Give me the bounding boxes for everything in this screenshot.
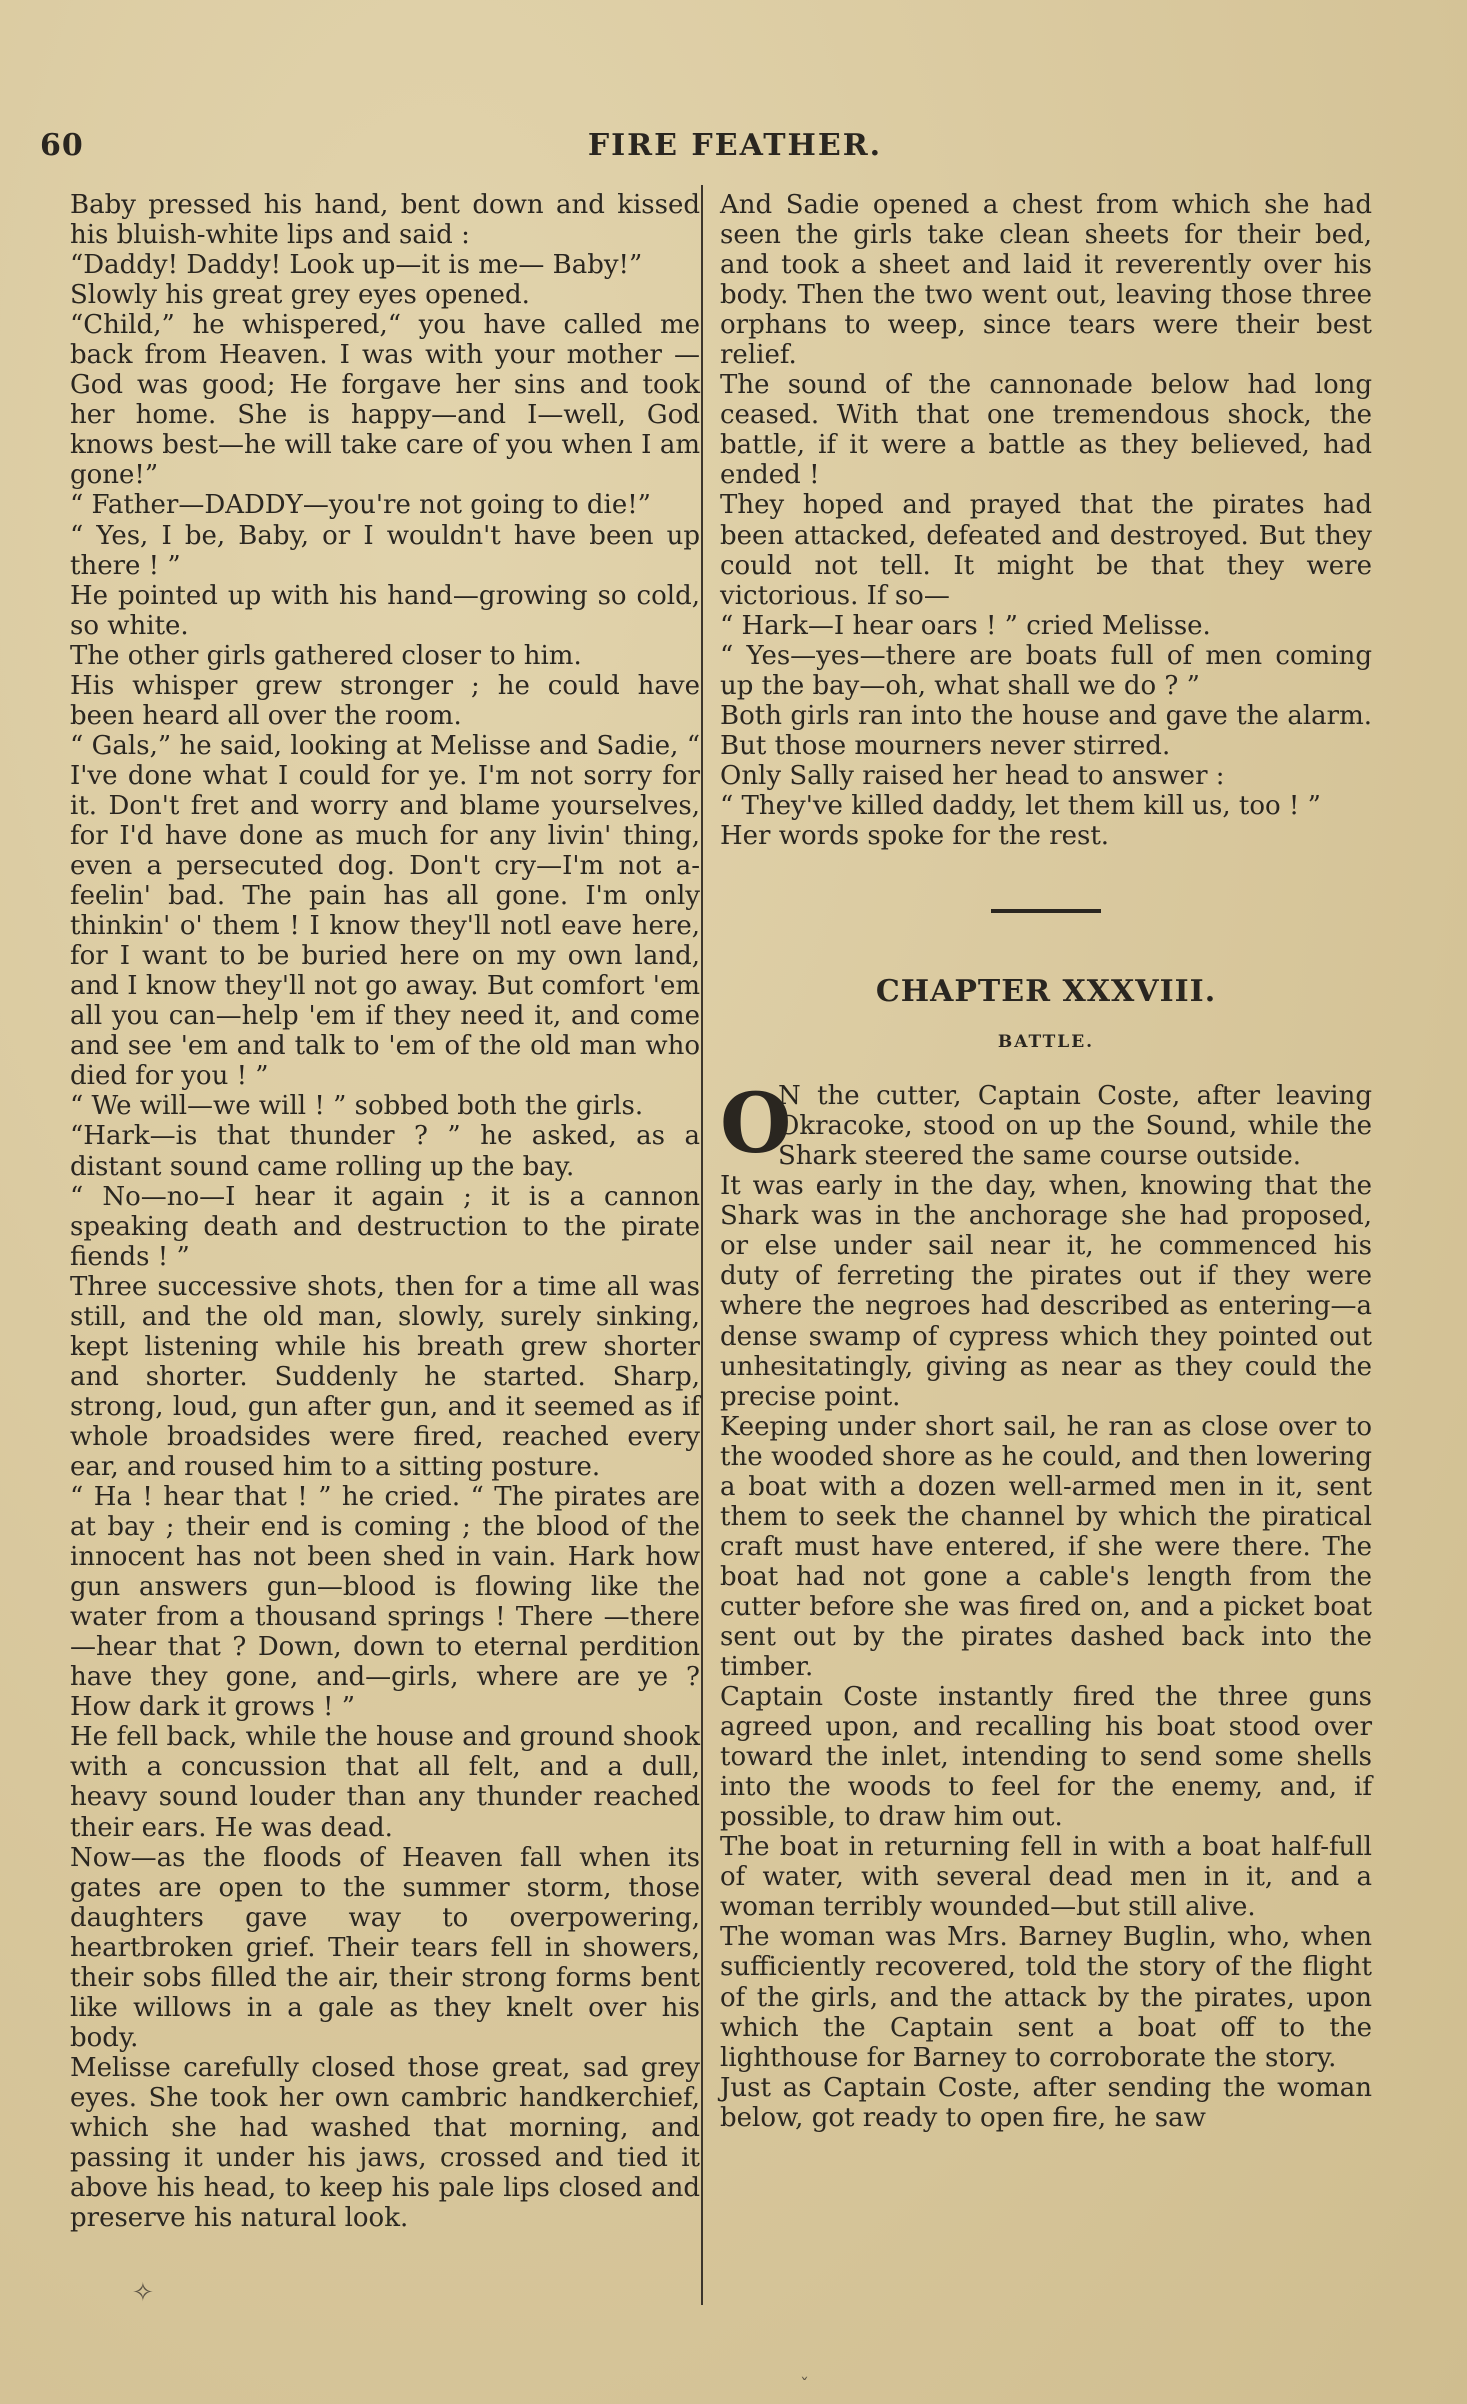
paragraph: Baby pressed his hand, bent down and kissed his bluish-white lips and said : — [70, 190, 700, 251]
page-header — [40, 128, 1430, 178]
paragraph: Her words spoke for the rest. — [720, 820, 1110, 851]
paragraph: His whisper grew stronger ; he could have been heard all over the room. — [70, 670, 700, 731]
drop-cap: O — [720, 1076, 792, 1173]
paragraph: “Daddy! Daddy! Look up—it is me— Baby!” — [70, 250, 643, 281]
paragraph: “ Yes—yes—there are boats full of men coming up the bay—oh, what shall we do ? ” — [720, 640, 1372, 701]
paragraph: Only Sally raised her head to answer : — [720, 760, 1225, 791]
paragraph: “ Father—DADDY—you're not going to die!” — [70, 490, 651, 521]
paragraph: “Child,” he whispered,“ you have called me back from Heaven. I was with your mother —God was good; He forgave her sins and took her home. She is happy—and I—well, God knows best—he will take care of you when I am gone!” — [70, 310, 700, 491]
paragraph: “ Ha ! hear that ! ” he cried. “ The pirates are at bay ; their end is coming ; the blood of the innocent has not been shed in vain. Hark how gun answers gun—blood is flowing like the water from a thousand springs ! There —there—hear that ? Down, down to eternal perdition have they gone, and—girls, where are ye ? How dark it grows ! ” — [70, 1482, 700, 1723]
chapter-opening — [720, 1076, 1372, 1173]
paragraph: Melisse carefully closed those great, sad grey eyes. She took her own cambric handkerchief, which she had washed that morning, and passing it under his jaws, crossed and tied it above his head, to keep his pale lips closed and preserve his natural look. — [70, 2052, 700, 2234]
paragraph: Just as Captain Coste, after sending the woman below, got ready to open fire, he saw — [720, 2072, 1372, 2133]
paragraph: The boat in returning fell in with a boat half-full of water, with several dead men in it, and a woman terribly wounded—but still alive. — [720, 1832, 1372, 1923]
chapter-title: CHAPTER XXXVIII. — [875, 974, 1217, 1010]
paragraph: N the cutter, Captain Coste, after leaving Okracoke, stood on up the Sound, while the Shark steered the same course outside. — [778, 1081, 1372, 1172]
paragraph: They hoped and prayed that the pirates had been attacked, defeated and destroyed. But they could not tell. It might be that they were victorious. If so— — [720, 490, 1372, 611]
paragraph: The sound of the cannonade below had long ceased. With that one tremendous shock, the battle, if it were a battle as they believed, had ended ! — [720, 370, 1372, 491]
stray-mark-icon: ˇ — [800, 2375, 809, 2396]
chapter-subtitle: BATTLE. — [997, 1032, 1095, 1053]
right-column — [720, 190, 1372, 2133]
paragraph: He fell back, while the house and ground shook with a concussion that all felt, and a dull, heavy sound louder than any thunder reached their ears. He was dead. — [70, 1722, 700, 1843]
paragraph: “Hark—is that thunder ? ” he asked, as a distant sound came rolling up the bay. — [70, 1121, 700, 1182]
paragraph: “ Yes, I be, Baby, or I wouldn't have been up there ! ” — [70, 520, 700, 581]
paragraph: The woman was Mrs. Barney Buglin, who, when sufficiently recovered, told the story of the flight of the girls, and the attack by the pirates, upon which the Captain sent a boat off to the lighthouse for Barney to corroborate the story. — [720, 1922, 1372, 2073]
paragraph: Slowly his great grey eyes opened. — [70, 280, 530, 311]
paragraph: “ No—no—I hear it again ; it is a cannon speaking death and destruction to the pirate fiends ! ” — [70, 1181, 700, 1272]
paragraph: “ They've killed daddy, let them kill us, too ! ” — [720, 790, 1321, 821]
paragraph: Keeping under short sail, he ran as close over to the wooded shore as he could, and then lowering a boat with a dozen well-armed men in it, sent them to seek the channel by which the piratical craft must have entered, if she were there. The boat had not gone a cable's length from the cutter before she was fired on, and a picket boat sent out by the pirates dashed back into the timber. — [720, 1411, 1372, 1683]
left-column — [70, 190, 700, 2233]
section-rule — [991, 909, 1101, 913]
page-number: 60 — [40, 128, 84, 163]
paragraph: Both girls ran into the house and gave the alarm. But those mourners never stirred. — [720, 700, 1372, 761]
paragraph: He pointed up with his hand—growing so cold, so white. — [70, 580, 700, 641]
paragraph: The other girls gathered closer to him. — [70, 640, 582, 671]
paragraph: It was early in the day, when, knowing that the Shark was in the anchorage she had proposed, or else under sail near it, he commenced his duty of ferreting the pirates out if they were where the negroes had described as entering—a dense swamp of cypress which they pointed out unhesitatingly, giving as near as they could the precise point. — [720, 1171, 1372, 1412]
paragraph: “ We will—we will ! ” sobbed both the girls. — [70, 1091, 644, 1122]
paragraph: “ Gals,” he said, looking at Melisse and Sadie, “ I've done what I could for ye. I'm not sorry for it. Don't fret and worry and blame yourselves, for I'd have done as much for any livin' thing, even a persecuted dog. Don't cry—I'm not a-feelin' bad. The pain has all gone. I'm only thinkin' o' them ! I know they'll notl eave here, for I want to be buried here on my own land, and I know they'll not go away. But comfort 'em all you can—help 'em if they need it, and come and see 'em and talk to 'em of the old man who died for you ! ” — [70, 730, 700, 1092]
paragraph: And Sadie opened a chest from which she had seen the girls take clean sheets for their bed, and took a sheet and laid it reverently over his body. Then the two went out, leaving those three orphans to weep, since tears were their best relief. — [720, 190, 1372, 371]
printer-ornament-icon: ✧ — [132, 2278, 154, 2308]
paragraph: Three successive shots, then for a time all was still, and the old man, slowly, surely sinking, kept listening while his breath grew shorter and shorter. Suddenly he started. Sharp, strong, loud, gun after gun, and it seemed as if whole broadsides were fired, reached every ear, and roused him to a sitting posture. — [70, 1271, 700, 1482]
paragraph: Now—as the floods of Heaven fall when its gates are open to the summer storm, those daughters gave way to overpowering, heartbroken grief. Their tears fell in showers, their sobs filled the air, their strong forms bent like willows in a gale as they knelt over his body. — [70, 1842, 700, 2053]
column-divider — [701, 185, 703, 2305]
running-title: FIRE FEATHER. — [587, 128, 883, 163]
paragraph: Captain Coste instantly fired the three guns agreed upon, and recalling his boat stood over toward the inlet, intending to send some shells into the woods to feel for the enemy, and, if possible, to draw him out. — [720, 1682, 1372, 1833]
paragraph: “ Hark—I hear oars ! ” cried Melisse. — [720, 610, 1211, 641]
